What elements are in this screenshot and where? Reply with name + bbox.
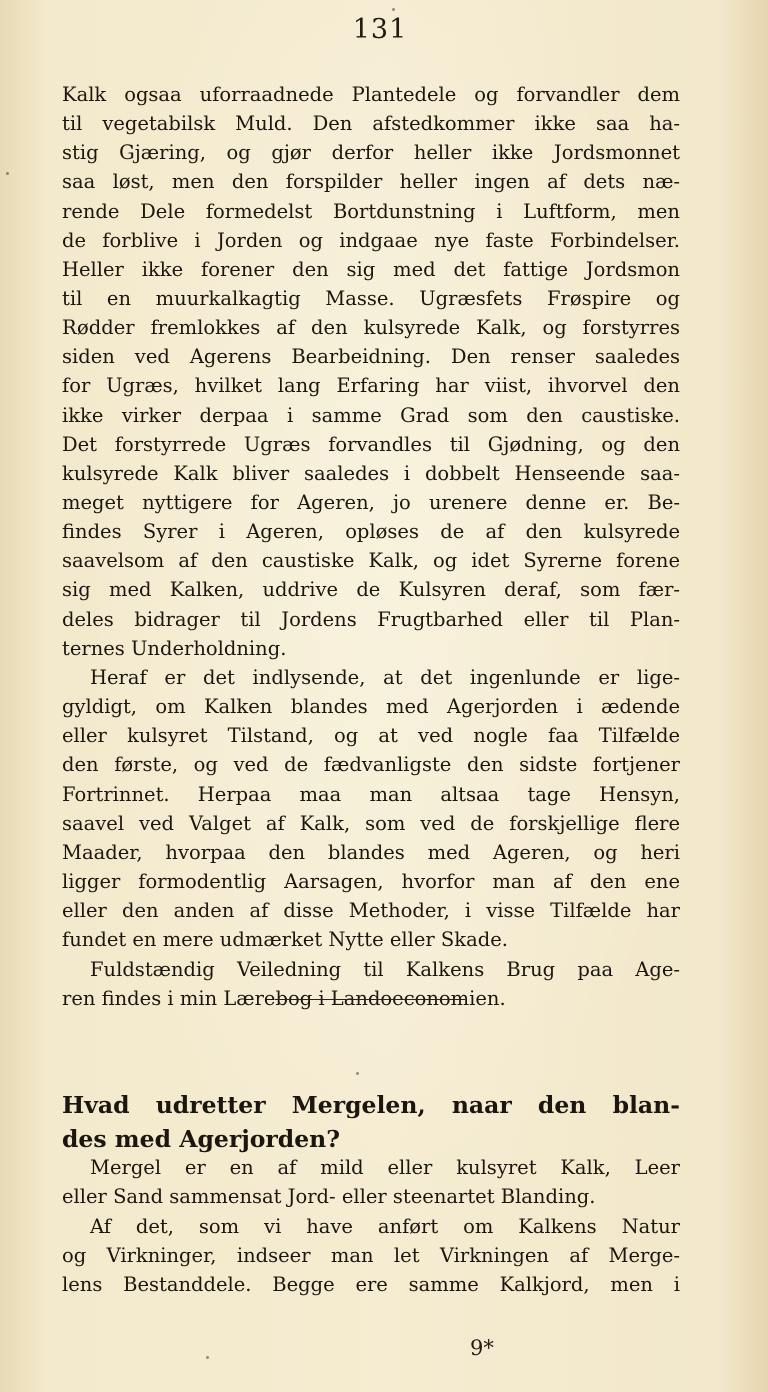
text-line: fundet en mere udmærket Nytte eller Skade. bbox=[62, 928, 508, 952]
ink-speck bbox=[206, 1356, 209, 1359]
text-line: Af det, som vi have anført om Kalkens Natur bbox=[90, 1215, 680, 1238]
text-line: kulsyrede Kalk bliver saaledes i dobbelt Henseende saa- bbox=[62, 461, 680, 485]
paragraph-heraf bbox=[62, 663, 680, 954]
paragraph-veiledning bbox=[62, 955, 680, 1013]
text-line: for Ugræs, hvilket lang Erfaring har viist, ihvorvel den bbox=[62, 374, 680, 398]
text-line: Det forstyrrede Ugræs forvandles til Gjødning, og den bbox=[62, 432, 680, 456]
ink-speck bbox=[6, 172, 9, 175]
signature-mark: 9* bbox=[470, 1336, 494, 1360]
paragraph-virkninger bbox=[62, 1212, 680, 1299]
text-line: lens Bestanddele. Begge ere samme Kalkjord, men i bbox=[62, 1273, 680, 1297]
text-line: eller Sand sammensat Jord- eller steenartet Blanding. bbox=[62, 1185, 596, 1209]
text-line: og Virkninger, indseer man let Virkningen af Merge- bbox=[62, 1244, 680, 1268]
text-line: Mergel er en af mild eller kulsyret Kalk, Leer bbox=[90, 1156, 680, 1179]
section-heading bbox=[62, 1088, 680, 1156]
text-line: Kalk ogsaa uforraadnede Plantedele og forvandler dem bbox=[62, 83, 680, 106]
text-line: de forblive i Jorden og indgaae nye faste Forbindelser. bbox=[62, 228, 680, 252]
text-line: ternes Underholdning. bbox=[62, 636, 287, 660]
text-line: Fortrinnet. Herpaa maa man altsaa tage Hensyn, bbox=[62, 782, 680, 806]
text-line: til vegetabilsk Muld. Den afstedkommer ikke saa ha- bbox=[62, 112, 680, 136]
text-line: stig Gjæring, og gjør derfor heller ikke Jordsmonnet bbox=[62, 141, 680, 165]
ink-speck bbox=[392, 8, 395, 11]
paragraph-mergel bbox=[62, 1153, 680, 1211]
text-line: eller den anden af disse Methoder, i visse Tilfælde har bbox=[62, 899, 680, 923]
text-line: siden ved Agerens Bearbeidning. Den renser saaledes bbox=[62, 345, 680, 369]
text-line: saavel ved Valget af Kalk, som ved de forskjellige flere bbox=[62, 811, 680, 835]
heading-line: des med Agerjorden? bbox=[62, 1125, 341, 1153]
text-line: ren findes i min Lærebog i Landoeconomien. bbox=[62, 987, 506, 1011]
paragraph-continued bbox=[62, 80, 680, 663]
heading-line: Hvad udretter Mergelen, naar den blan- bbox=[62, 1091, 680, 1119]
text-line: den første, og ved de fædvanligste den sidste fortjener bbox=[62, 753, 680, 777]
text-line: saa løst, men den forspilder heller ingen af dets næ- bbox=[62, 170, 680, 194]
ink-speck bbox=[356, 1072, 359, 1075]
text-line: saavelsom af den caustiske Kalk, og idet Syrerne forene bbox=[62, 549, 680, 573]
section-divider bbox=[275, 999, 465, 1000]
text-line: sig med Kalken, uddrive de Kulsyren deraf, som fær- bbox=[62, 578, 680, 602]
text-line: gyldigt, om Kalken blandes med Agerjorden i ædende bbox=[62, 695, 680, 719]
text-line: rende Dele formedelst Bortdunstning i Luftform, men bbox=[62, 199, 680, 223]
text-line: ligger formodentlig Aarsagen, hvorfor man af den ene bbox=[62, 869, 680, 893]
text-line: meget nyttigere for Ageren, jo urenere denne er. Be- bbox=[62, 490, 680, 514]
text-line: Maader, hvorpaa den blandes med Ageren, og heri bbox=[62, 840, 680, 864]
text-line: Heller ikke forener den sig med det fattige Jordsmon bbox=[62, 257, 680, 281]
text-line: deles bidrager til Jordens Frugtbarhed eller til Plan- bbox=[62, 607, 680, 631]
text-line: Rødder fremlokkes af den kulsyrede Kalk, og forstyrres bbox=[62, 316, 680, 340]
page-number: 131 bbox=[352, 14, 408, 45]
text-line: ikke virker derpaa i samme Grad som den caustiske. bbox=[62, 403, 680, 427]
text-line: Heraf er det indlysende, at det ingenlunde er lige- bbox=[90, 666, 680, 689]
text-line: til en muurkalkagtig Masse. Ugræsfets Frøspire og bbox=[62, 286, 680, 310]
text-line: findes Syrer i Ageren, opløses de af den kulsyrede bbox=[62, 520, 680, 544]
text-line: eller kulsyret Tilstand, og at ved nogle faa Tilfælde bbox=[62, 724, 680, 748]
text-line: Fuldstændig Veiledning til Kalkens Brug paa Age- bbox=[90, 958, 680, 981]
